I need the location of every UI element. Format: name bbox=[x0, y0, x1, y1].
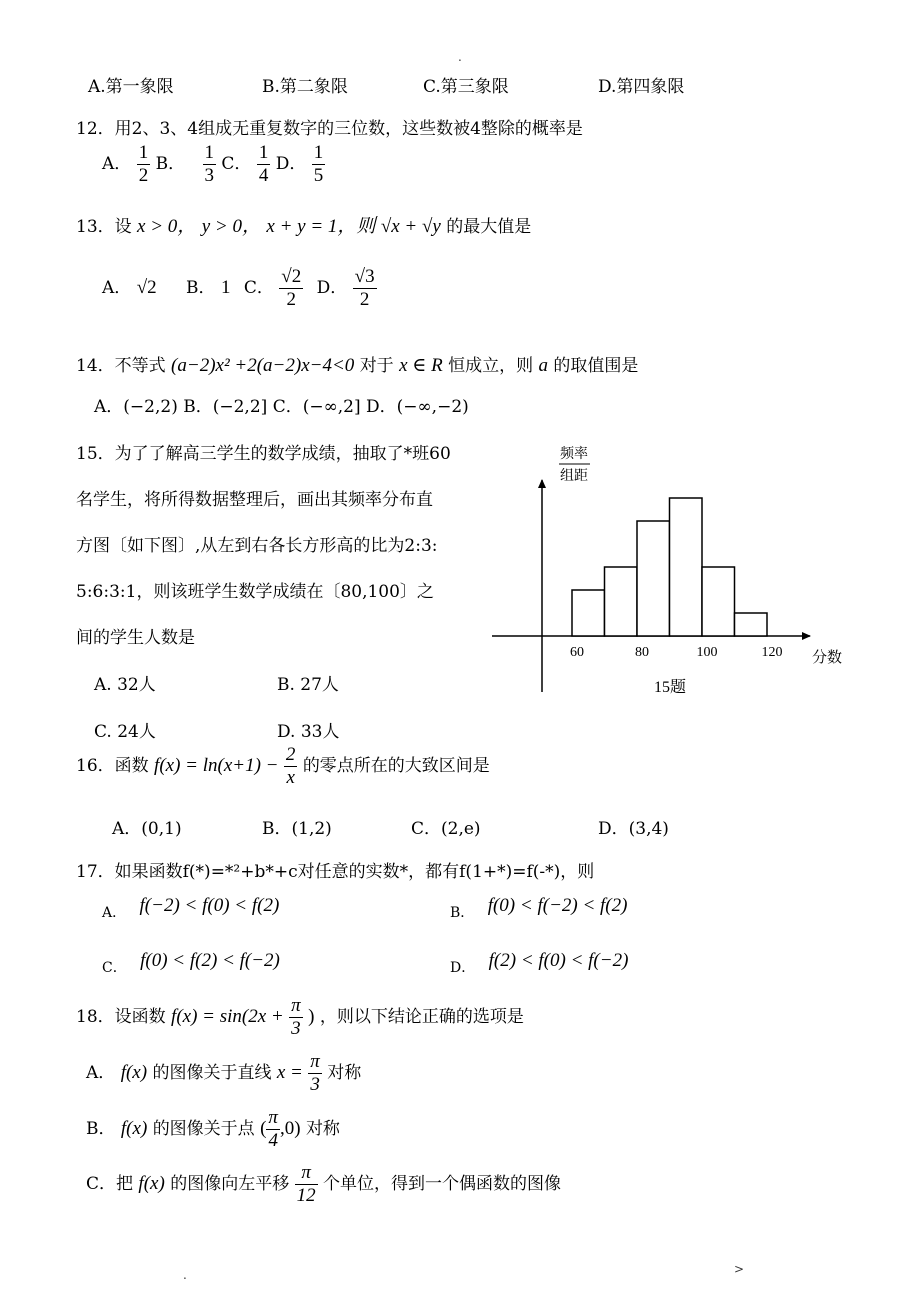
q15-option-b: B. 27人 bbox=[277, 675, 339, 695]
question-13-options bbox=[102, 266, 377, 311]
q15-line-4: 5:6:3:1，则该班学生数学成绩在〔80,100〕之 bbox=[76, 582, 434, 602]
question-14-options bbox=[94, 392, 469, 417]
q12-option-b-label: B． bbox=[155, 154, 186, 174]
q11-option-a: A.第一象限 bbox=[88, 77, 174, 97]
q15-option-c: C. 24人 bbox=[94, 722, 156, 742]
top-mark: . bbox=[458, 50, 462, 64]
q14-option-b: B．(−2,2] bbox=[183, 397, 268, 417]
q18-prefix: 18．设函数 bbox=[76, 1007, 166, 1027]
q14-domain: x ∈ R bbox=[399, 355, 443, 376]
q11-option-c: C.第三象限 bbox=[423, 77, 509, 97]
q13-prefix: 13．设 bbox=[76, 217, 132, 237]
q13-condition-x: x > 0， bbox=[137, 216, 197, 237]
q13-option-a-label: A． bbox=[102, 278, 132, 298]
q13-condition-y: y > 0， bbox=[201, 216, 261, 237]
q18-option-a-label: A． bbox=[86, 1063, 116, 1083]
q13-option-d-fraction: $\frac{√3}{2}$ bbox=[354, 266, 375, 310]
q14-inequality: (a−2)x² +2(a−2)x−4<0 bbox=[171, 355, 355, 376]
q14-suffix: 恒成立，则 bbox=[448, 356, 534, 376]
q12-option-c-fraction: $\frac{1}{4}$ bbox=[258, 142, 269, 186]
histogram-tick-label: 60 bbox=[570, 645, 584, 660]
q14-prefix: 14．不等式 bbox=[76, 356, 166, 376]
histogram-ylabel-bottom: 组距 bbox=[560, 469, 588, 484]
q18-option-b-tail: 对称 bbox=[305, 1119, 340, 1139]
bottom-left-mark: . bbox=[183, 1268, 187, 1282]
q18-option-a-tail: 对称 bbox=[327, 1063, 362, 1083]
q15-line-1: 15．为了了解高三学生的数学成绩，抽取了*班60 bbox=[76, 444, 451, 464]
q18-suffix: ，则以下结论正确的选项是 bbox=[319, 1007, 524, 1027]
q15-line-5: 间的学生人数是 bbox=[76, 628, 195, 648]
q13-expression: √x + √y bbox=[380, 216, 441, 237]
q11-option-d: D.第四象限 bbox=[598, 77, 685, 97]
question-14-stem bbox=[76, 351, 638, 377]
q18-option-c-tail: 个单位，得到一个偶函数的图像 bbox=[323, 1174, 562, 1194]
histogram-bar bbox=[735, 613, 768, 636]
question-12-options bbox=[102, 142, 325, 187]
q18-option-a-eq: x = bbox=[276, 1062, 303, 1083]
q17-option-b-value: f(0) < f(−2) < f(2) bbox=[487, 895, 628, 916]
q18-close-paren: ) bbox=[308, 1006, 315, 1027]
q13-option-b-label: B． bbox=[186, 278, 216, 298]
q12-option-a-label: A． bbox=[102, 154, 132, 174]
q18-option-c bbox=[86, 1162, 561, 1207]
q13-option-d-label: D． bbox=[316, 278, 348, 298]
q16-suffix: 的零点所在的大致区间是 bbox=[302, 756, 490, 776]
q18-option-b-text: 的图像关于点 bbox=[152, 1119, 255, 1139]
frequency-histogram bbox=[480, 430, 860, 710]
q18-option-b-fx: f(x) bbox=[120, 1118, 148, 1139]
q13-option-a-value: √2 bbox=[136, 277, 157, 298]
q18-option-c-fx: f(x) bbox=[138, 1173, 165, 1194]
q14-option-a: A．(−2,2) bbox=[94, 397, 178, 417]
q18-option-a-fx: f(x) bbox=[120, 1062, 148, 1083]
q12-option-d-fraction: $\frac{1}{5}$ bbox=[313, 142, 324, 186]
q18-option-c-text: 的图像向左平移 bbox=[170, 1174, 290, 1194]
q16-prefix: 16．函数 bbox=[76, 756, 149, 776]
question-13-stem bbox=[76, 211, 531, 238]
bottom-right-mark: > bbox=[734, 1262, 745, 1276]
q18-option-c-label: C．把 bbox=[86, 1174, 134, 1194]
histogram-bar bbox=[637, 521, 670, 636]
q18-option-b bbox=[86, 1107, 340, 1152]
q18-function: f(x) = sin(2x + bbox=[171, 1006, 284, 1027]
q17-option-b-label: B． bbox=[450, 905, 475, 921]
q18-option-b-fraction: $\frac{\pi}{4}$ bbox=[268, 1107, 278, 1151]
histogram-xlabel: 分数 bbox=[811, 650, 843, 666]
q14-option-d: D．(−∞,−2) bbox=[366, 397, 469, 417]
q16-option-b: B．(1,2) bbox=[262, 819, 332, 839]
q17-option-b bbox=[450, 895, 627, 922]
q13-option-b-value: 1 bbox=[220, 277, 231, 298]
histogram-title: 15题 bbox=[653, 679, 687, 696]
q18-option-c-fraction: $\frac{\pi}{12}$ bbox=[296, 1162, 316, 1206]
q17-option-a-label: A． bbox=[102, 905, 127, 921]
q16-option-c: C．(2,e) bbox=[411, 819, 481, 839]
histogram-tick-label: 100 bbox=[696, 645, 718, 660]
q18-option-a bbox=[86, 1051, 361, 1096]
histogram-bar bbox=[670, 498, 703, 636]
q11-option-b: B.第二象限 bbox=[262, 77, 348, 97]
q14-option-c: C．(−∞,2] bbox=[272, 397, 361, 417]
q13-option-c-fraction: $\frac{√2}{2}$ bbox=[281, 266, 302, 310]
q16-function: f(x) = ln(x+1) − bbox=[154, 755, 279, 776]
q17-option-d bbox=[450, 950, 628, 977]
q12-option-b-fraction: $\frac{1}{3}$ bbox=[204, 142, 214, 186]
q17-option-d-label: D． bbox=[450, 960, 476, 976]
q18-option-a-fraction: $\frac{\pi}{3}$ bbox=[310, 1051, 320, 1095]
q17-option-c-value: f(0) < f(2) < f(−2) bbox=[140, 950, 280, 971]
q15-option-d: D. 33人 bbox=[277, 722, 340, 742]
histogram-bar bbox=[572, 590, 605, 636]
q18-option-b-close: ,0) bbox=[279, 1118, 301, 1139]
q12-option-a-fraction: $\frac{1}{2}$ bbox=[138, 142, 149, 186]
q16-fraction: $\frac{2}{x}$ bbox=[285, 744, 296, 788]
q12-option-d-label: D． bbox=[275, 154, 307, 174]
q18-option-a-text: 的图像关于直线 bbox=[152, 1063, 272, 1083]
histogram-bar bbox=[605, 567, 638, 636]
q13-condition-sum: x + y = 1，则 bbox=[266, 216, 376, 237]
q15-line-3: 方图〔如下图〕,从左到右各长方形高的比为2:3: bbox=[76, 536, 438, 556]
q13-suffix: 的最大值是 bbox=[446, 217, 532, 237]
q15-line-2: 名学生，将所得数据整理后，画出其频率分布直 bbox=[76, 490, 433, 510]
q17-option-a bbox=[102, 895, 279, 922]
question-17-stem: 17．如果函数f(*)=*²+b*+c对任意的实数*，都有f(1+*)=f(-*)，则 bbox=[76, 862, 595, 882]
q18-fraction: $\frac{\pi}{3}$ bbox=[291, 995, 301, 1039]
q18-option-b-open: ( bbox=[260, 1118, 267, 1139]
histogram-tick-label: 80 bbox=[635, 645, 649, 660]
histogram-bar bbox=[702, 567, 735, 636]
q16-option-a: A．(0,1) bbox=[112, 819, 182, 839]
question-12-stem: 12．用2、3、4组成无重复数字的三位数，这些数被4整除的概率是 bbox=[76, 119, 583, 139]
q14-mid: 对于 bbox=[359, 356, 394, 376]
q13-option-c-label: C． bbox=[243, 278, 274, 298]
histogram-tick-label: 120 bbox=[761, 645, 783, 660]
q17-option-c-label: C． bbox=[102, 960, 127, 976]
q15-option-a: A. 32人 bbox=[94, 675, 156, 695]
q18-option-b-label: B． bbox=[86, 1119, 116, 1139]
question-16-stem bbox=[76, 744, 490, 789]
q17-option-a-value: f(−2) < f(0) < f(2) bbox=[139, 895, 280, 916]
q17-option-c bbox=[102, 950, 280, 977]
q12-option-c-label: C． bbox=[221, 154, 252, 174]
q17-option-d-value: f(2) < f(0) < f(−2) bbox=[488, 950, 629, 971]
question-18-stem bbox=[76, 995, 524, 1040]
q14-variable: a bbox=[538, 355, 549, 376]
q16-option-d: D．(3,4) bbox=[598, 819, 669, 839]
q14-tail: 的取值围是 bbox=[553, 356, 639, 376]
histogram-ylabel-top: 频率 bbox=[560, 447, 588, 462]
